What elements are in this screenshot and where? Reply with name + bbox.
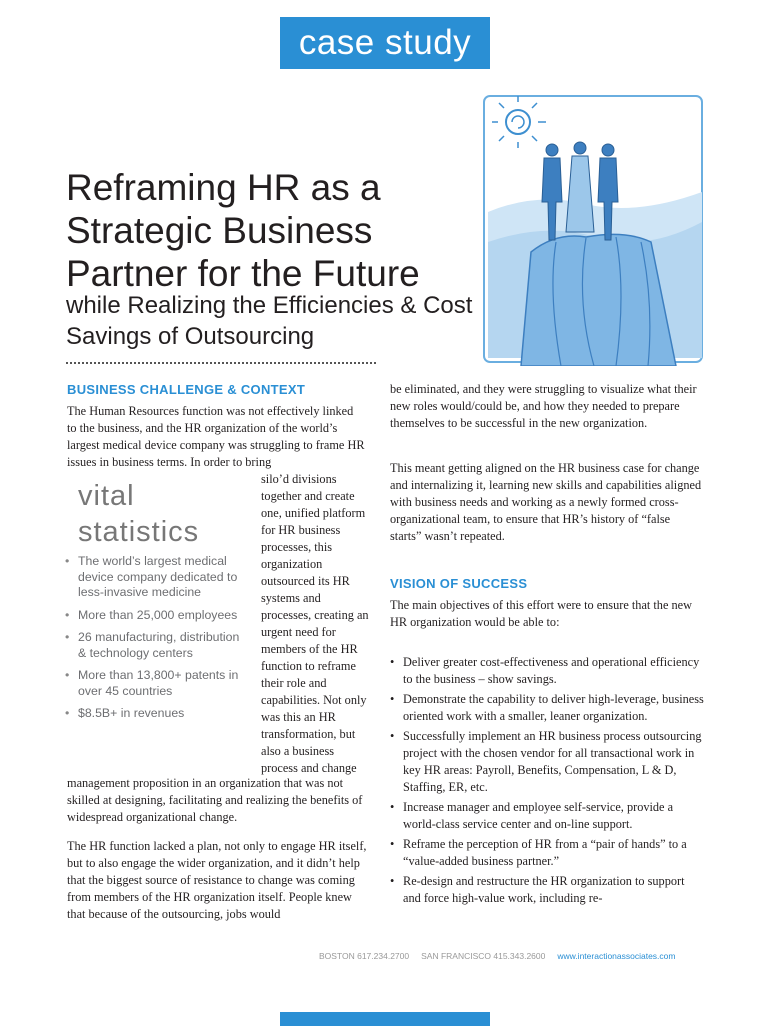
case-study-banner: case study <box>280 17 490 69</box>
document-subtitle: while Realizing the Efficiencies & Cost Savings of Outsourcing <box>66 292 473 350</box>
challenge-paragraph-1: The Human Resources function was not effectively linked to the business, and the HR organization of the world’s largest medical device company was struggling to frame HR issues in business terms. In order to bring <box>67 404 365 469</box>
list-item: • Deliver greater cost-effectiveness and operational efficiency to the business – show savings. <box>389 654 705 688</box>
vision-intro: The main objectives of this effort were to ensure that the new HR organization would be able to: <box>390 598 692 629</box>
list-item: • $8.5B+ in revenues <box>62 706 250 722</box>
business-challenge-heading: BUSINESS CHALLENGE & CONTEXT <box>67 382 306 397</box>
list-item: • Increase manager and employee self-service, provide a world-class service center and on-line support. <box>389 799 705 833</box>
list-item: • More than 13,800+ patents in over 45 countries <box>62 668 250 699</box>
footer-boston: BOSTON 617.234.2700 <box>319 951 410 961</box>
list-item: • More than 25,000 employees <box>62 608 250 624</box>
list-item: • The world’s largest medical device company dedicated to less-invasive medicine <box>62 554 250 601</box>
vision-objectives-list <box>389 654 705 910</box>
challenge-paragraph-1-wrap: silo’d divisions together and create one, unified platform for HR business processes, this organization outsourced its HR systems and processes, creating an urgent need for members of the HR function to reframe their role and capabilities. Not only was this an HR transformation, but also a business process and change <box>261 472 369 775</box>
footer-url-link[interactable]: www.interactionassociates.com <box>557 951 676 961</box>
footer-contact <box>319 951 719 961</box>
vital-statistics-heading: vital statistics <box>78 480 200 548</box>
mountain-people-illustration <box>476 92 708 366</box>
document-title: Reframing HR as a Strategic Business Partner for the Future <box>66 167 420 294</box>
dotted-divider <box>66 362 376 364</box>
challenge-paragraph-4: This meant getting aligned on the HR business case for change and internalizing it, learning new skills and capabilities aligned with business needs and working as a newly formed cross-organizational team, to ensure that HR’s history of “false starts” wasn’t repeated. <box>390 461 702 543</box>
vision-of-success-heading: VISION OF SUCCESS <box>390 576 528 591</box>
list-item: • Re-design and restructure the HR organization to support and force high-value work, including re- <box>389 873 705 907</box>
vital-statistics-list <box>62 554 250 729</box>
footer-san-francisco: SAN FRANCISCO 415.343.2600 <box>421 951 546 961</box>
list-item: • Demonstrate the capability to deliver high-leverage, business oriented work with a smaller, leaner organization. <box>389 691 705 725</box>
challenge-paragraph-2: The HR function lacked a plan, not only to engage HR itself, but to also engage the wider organization, and it didn’t help that the biggest source of resistance to change was coming from members of the HR organization itself. People knew that because of the outsourcing, jobs would <box>67 839 367 921</box>
list-item: • 26 manufacturing, distribution & technology centers <box>62 630 250 661</box>
list-item: • Reframe the perception of HR from a “pair of hands” to a “value-added business partner.” <box>389 836 705 870</box>
challenge-paragraph-1-end: management proposition in an organization that was not skilled at designing, facilitating and realizing the benefits of widespread organizational change. <box>67 776 363 824</box>
challenge-paragraph-3: be eliminated, and they were struggling to visualize what their new roles would/could be, and how they needed to prepare themselves to be successful in the new organization. <box>390 382 697 430</box>
list-item: • Successfully implement an HR business process outsourcing project with the chosen vendor for all transactional work in key HR areas: Payroll, Benefits, Compensation, L & D, Staffing, ER, etc. <box>389 728 705 796</box>
